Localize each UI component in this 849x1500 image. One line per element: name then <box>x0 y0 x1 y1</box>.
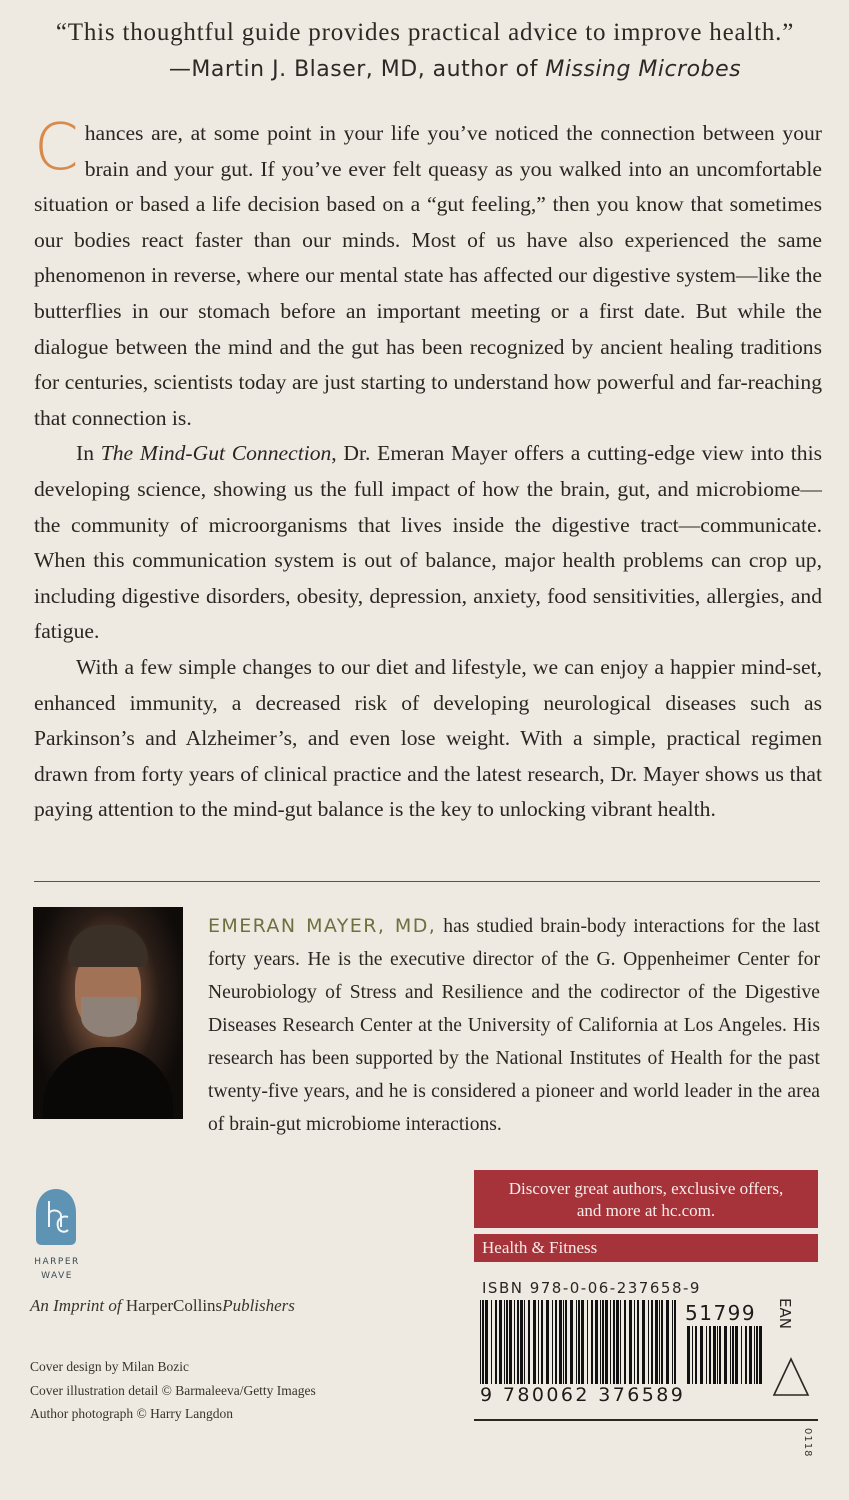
price-barcode <box>685 1326 765 1384</box>
book-description <box>34 111 822 828</box>
description-paragraph-1: Chances are, at some point in your life you’ve noticed the connection between your brain and your gut. If you’ve ever felt queasy as you walked into an uncomfortable situation or based a life decision based on a “gut feeling,” then you know that sometimes our bodies react faster than our minds. Most of us have also experienced the same phenomenon in reverse, where our mental state has affected our digestive system—like the butterflies in our stomach before an important meeting or a first date. But while the dialogue between the mind and the gut has been recognized by ancient healing traditions for centuries, scientists today are just starting to understand how powerful and far-reaching that connection is. <box>34 111 822 430</box>
credit-line: Author photograph © Harry Langdon <box>30 1406 233 1421</box>
author-name: EMERAN MAYER, MD, <box>208 915 437 937</box>
book-title: The Mind-Gut Connection <box>100 441 332 466</box>
section-divider <box>34 881 820 882</box>
endorsement-quote <box>30 14 820 88</box>
promo-banner: Discover great authors, exclusive offers, and more at hc.com. <box>474 1170 818 1228</box>
quote-attribution: —Martin J. Blaser, MD, author of Missing Microbes <box>168 57 742 82</box>
isbn-text: ISBN 978-0-06-237658-9 <box>482 1279 701 1297</box>
cover-credits <box>30 1355 316 1426</box>
quote-book-title: Missing Microbes <box>545 57 742 82</box>
author-photo <box>33 907 183 1119</box>
triangle-icon <box>770 1355 812 1401</box>
imprint-line: An Imprint of HarperCollinsPublishers <box>30 1296 295 1315</box>
price-code: 51799 <box>685 1301 757 1325</box>
publisher-logo-text: HARPER WAVE <box>34 1257 80 1281</box>
print-code: 0118 <box>802 1428 813 1458</box>
category-label: Health & Fitness <box>474 1234 818 1262</box>
barcode-number: 9 780062 376589 <box>480 1384 686 1406</box>
quote-text: “This thoughtful guide provides practical advice to improve health.” <box>55 19 795 46</box>
drop-cap: C <box>34 111 79 185</box>
author-bio: EMERAN MAYER, MD, has studied brain-body interactions for the last forty years. He is the executive director of the G. Oppenheimer Center for Neurobiology of Stress and Resilience and the codirector of the Digestive Diseases Research Center at the University of California at Los Angeles. His research has been supported by the National Institutes of Health for the past twenty-five years, and he is considered a pioneer and world leader in the area of brain-gut microbiome interactions. <box>208 915 820 1135</box>
description-paragraph-3: With a few simple changes to our diet and lifestyle, we can enjoy a happier mind-set, enhanced immunity, a decreased risk of developing neurological diseases such as Parkinson’s and Alzheimer’s, and even lose weight. With a simple, practical regimen drawn from forty years of clinical practice and the latest research, Dr. Mayer shows us that paying attention to the mind-gut balance is the key to unlocking vibrant health. <box>34 654 822 822</box>
isbn-barcode <box>478 1300 678 1384</box>
credit-line: Cover design by Milan Bozic <box>30 1359 189 1374</box>
credit-line: Cover illustration detail © Barmaleeva/Getty Images <box>30 1382 316 1398</box>
description-paragraph-2: In The Mind-Gut Connection, Dr. Emeran Mayer offers a cutting-edge view into this developing science, showing us the full impact of how the brain, gut, and microbiome—the community of microorganisms that lives inside the digestive tract—communicate. When this communication system is out of balance, major health problems can crop up, including digestive disorders, obesity, depression, anxiety, food sensitivities, allergies, and fatigue. <box>34 441 822 644</box>
harper-wave-logo-icon <box>34 1187 78 1247</box>
ean-label: EAN <box>776 1298 794 1329</box>
